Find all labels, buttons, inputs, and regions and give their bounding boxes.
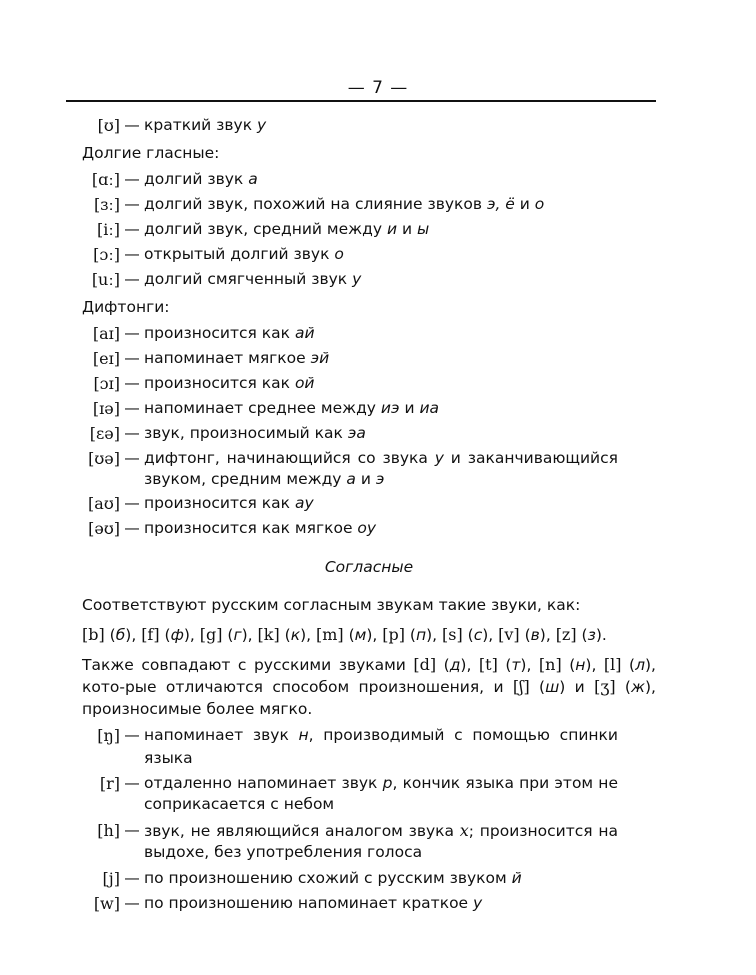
section-heading-consonants: Согласные — [324, 558, 414, 576]
ipa-symbol: [ʊə] — [88, 449, 120, 468]
page-number: — 7 — — [347, 78, 409, 98]
section-heading-diphthongs: Дифтонги: — [82, 298, 170, 316]
dash: — — [124, 374, 140, 392]
list-item — [82, 892, 656, 915]
ipa-symbol: [eɪ] — [92, 349, 120, 368]
header-rule — [66, 100, 656, 102]
list-item — [82, 492, 656, 515]
ipa-symbol: [ɑː] — [91, 170, 120, 189]
list-item — [82, 422, 656, 445]
description: звук, не являющийся аналогом звука x; произносится на выдохе, без употребления голоса — [144, 821, 618, 861]
description: долгий смягченный звук у — [144, 270, 362, 288]
description: напоминает мягкое эй — [144, 349, 330, 367]
description: долгий звук, средний между и и ы — [144, 220, 430, 238]
ipa-symbol: [uː] — [91, 270, 120, 289]
ipa-symbol: [r] — [99, 774, 120, 793]
dash: — — [124, 324, 140, 342]
description: долгий звук а — [144, 170, 258, 188]
ipa-symbol: [əʊ] — [88, 519, 120, 538]
ipa-symbol: [ʊ] — [97, 116, 120, 135]
list-item — [82, 347, 656, 370]
description: произносится как мягкое оу — [144, 519, 377, 537]
page-content — [82, 114, 656, 917]
description: произносится как ау — [144, 494, 314, 512]
ipa-symbol: [aʊ] — [88, 494, 120, 513]
dash: — — [124, 869, 140, 887]
long-vowels-list — [82, 168, 656, 291]
dash: — — [124, 449, 140, 467]
ipa-symbol: [ɪə] — [92, 399, 120, 418]
description: звук, произносимый как эа — [144, 424, 366, 442]
dash: — — [124, 270, 140, 288]
dash: — — [124, 399, 140, 417]
dash: — — [124, 774, 140, 792]
consonants-paragraph: Также совпадают с русскими звуками [d] (д), [t] (т), [n] (н), [l] (л), кото-рые отличаются способом произношения, и [ʃ] (ш) и [ʒ] (ж), произносимые более мягко. — [82, 655, 656, 718]
dash: — — [124, 116, 140, 134]
list-item — [82, 819, 656, 863]
list-item — [82, 243, 656, 266]
ipa-symbol: [j] — [102, 869, 120, 888]
ipa-symbol: [iː] — [97, 220, 120, 239]
dash: — — [124, 726, 140, 744]
list-item — [82, 193, 656, 216]
description: произносится как ой — [144, 374, 315, 392]
list-item — [82, 218, 656, 241]
description: открытый долгий звук о — [144, 245, 344, 263]
list-item — [82, 772, 656, 815]
dash: — — [124, 424, 140, 442]
dash: — — [124, 170, 140, 188]
dash: — — [124, 494, 140, 512]
consonant-matches: [b] (б), [f] (ф), [g] (г), [k] (к), [m] (м), [p] (п), [s] (с), [v] (в), [z] (з). — [82, 625, 607, 644]
description: отдаленно напоминает звук р, кончик языка при этом не соприкасается с небом — [144, 774, 618, 813]
dash: — — [124, 821, 140, 839]
dash: — — [124, 519, 140, 537]
list-item — [82, 268, 656, 291]
dash: — — [124, 245, 140, 263]
ipa-symbol: [ɜː] — [93, 195, 120, 214]
ipa-symbol: [h] — [97, 821, 120, 840]
list-item — [82, 397, 656, 420]
description: долгий звук, похожий на слияние звуков э, ё и о — [144, 195, 545, 213]
list-item — [82, 114, 656, 137]
description: по произношению напоминает краткое у — [144, 894, 483, 912]
dash: — — [124, 220, 140, 238]
ipa-symbol: [aɪ] — [92, 324, 120, 343]
ipa-symbol: [ɛə] — [89, 424, 120, 443]
ipa-symbol: [ɔɪ] — [93, 374, 120, 393]
consonants-intro: Соответствуют русским согласным звукам такие звуки, как: — [82, 596, 581, 614]
list-item — [82, 322, 656, 345]
dash: — — [124, 195, 140, 213]
list-item — [82, 724, 656, 770]
consonants-list — [82, 724, 656, 915]
description: произносится как ай — [144, 324, 315, 342]
list-item — [82, 867, 656, 890]
description: краткий звук у — [144, 116, 267, 134]
section-heading-long-vowels: Долгие гласные: — [82, 144, 220, 162]
dash: — — [124, 894, 140, 912]
description: по произношению схожий с русским звуком й — [144, 869, 522, 887]
list-item — [82, 168, 656, 191]
ipa-symbol: [ŋ] — [97, 726, 120, 745]
list-item — [82, 447, 656, 490]
description: напоминает среднее между иэ и иа — [144, 399, 440, 417]
list-item — [82, 372, 656, 395]
list-item — [82, 517, 656, 540]
ipa-symbol: [w] — [93, 894, 120, 913]
ipa-symbol: [ɔː] — [93, 245, 120, 264]
description: дифтонг, начинающийся со звука у и заканчивающийся звуком, средним между а и э — [144, 449, 618, 488]
description: напоминает звук н, производимый с помощью спинки языка — [144, 726, 618, 767]
dash: — — [124, 349, 140, 367]
diphthongs-list — [82, 322, 656, 540]
